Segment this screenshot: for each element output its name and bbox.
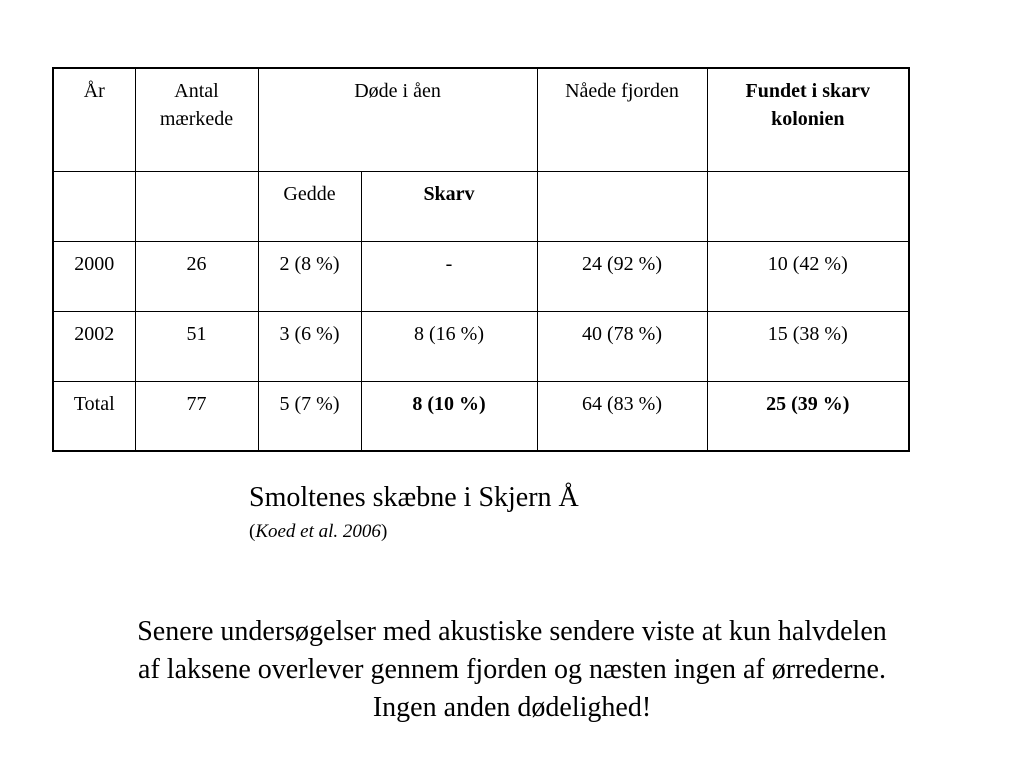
cell-cormorant: 8 (16 %) — [361, 311, 537, 381]
header-year: År — [53, 68, 135, 171]
table-row — [53, 311, 909, 381]
cell-year: 2002 — [53, 311, 135, 381]
cell-colony: 10 (42 %) — [707, 241, 909, 311]
header-marked: Antal mærkede — [135, 68, 258, 171]
subheader-pike: Gedde — [258, 171, 361, 241]
smolt-fate-table — [52, 67, 910, 452]
conclusion-line-2: af laksene overlever gennem fjorden og næsten ingen af ørrederne. — [138, 654, 886, 685]
header-fjord: Nåede fjorden — [537, 68, 707, 171]
cell-colony: 25 (39 %) — [707, 381, 909, 451]
table-subheader-row — [53, 171, 909, 241]
cell-marked: 51 — [135, 311, 258, 381]
conclusion-text — [0, 613, 1024, 727]
cell-pike: 2 (8 %) — [258, 241, 361, 311]
header-died: Døde i åen — [258, 68, 537, 171]
cell-year: 2000 — [53, 241, 135, 311]
subheader-empty-marked — [135, 171, 258, 241]
subheader-empty-colony — [707, 171, 909, 241]
subheader-empty-fjord — [537, 171, 707, 241]
cell-cormorant: 8 (10 %) — [361, 381, 537, 451]
table-header-row — [53, 68, 909, 171]
cell-pike: 3 (6 %) — [258, 311, 361, 381]
table-caption: Smoltenes skæbne i Skjern Å — [249, 482, 579, 513]
cell-cormorant: - — [361, 241, 537, 311]
cell-fjord: 64 (83 %) — [537, 381, 707, 451]
cell-marked: 26 — [135, 241, 258, 311]
cell-pike: 5 (7 %) — [258, 381, 361, 451]
source-open-paren: ( — [249, 521, 256, 542]
header-colony: Fundet i skarv kolonien — [707, 68, 909, 171]
cell-fjord: 40 (78 %) — [537, 311, 707, 381]
conclusion-line-1: Senere undersøgelser med akustiske sendere viste at kun halvdelen — [137, 616, 887, 647]
cell-marked: 77 — [135, 381, 258, 451]
cell-year: Total — [53, 381, 135, 451]
table-row — [53, 241, 909, 311]
source-reference: Koed et al. 2006 — [255, 521, 381, 542]
table-source — [249, 520, 387, 544]
table-row-total — [53, 381, 909, 451]
cell-fjord: 24 (92 %) — [537, 241, 707, 311]
cell-colony: 15 (38 %) — [707, 311, 909, 381]
conclusion-line-3: Ingen anden dødelighed! — [372, 692, 652, 723]
subheader-empty-year — [53, 171, 135, 241]
subheader-cormorant: Skarv — [361, 171, 537, 241]
source-close-paren: ) — [380, 521, 388, 542]
